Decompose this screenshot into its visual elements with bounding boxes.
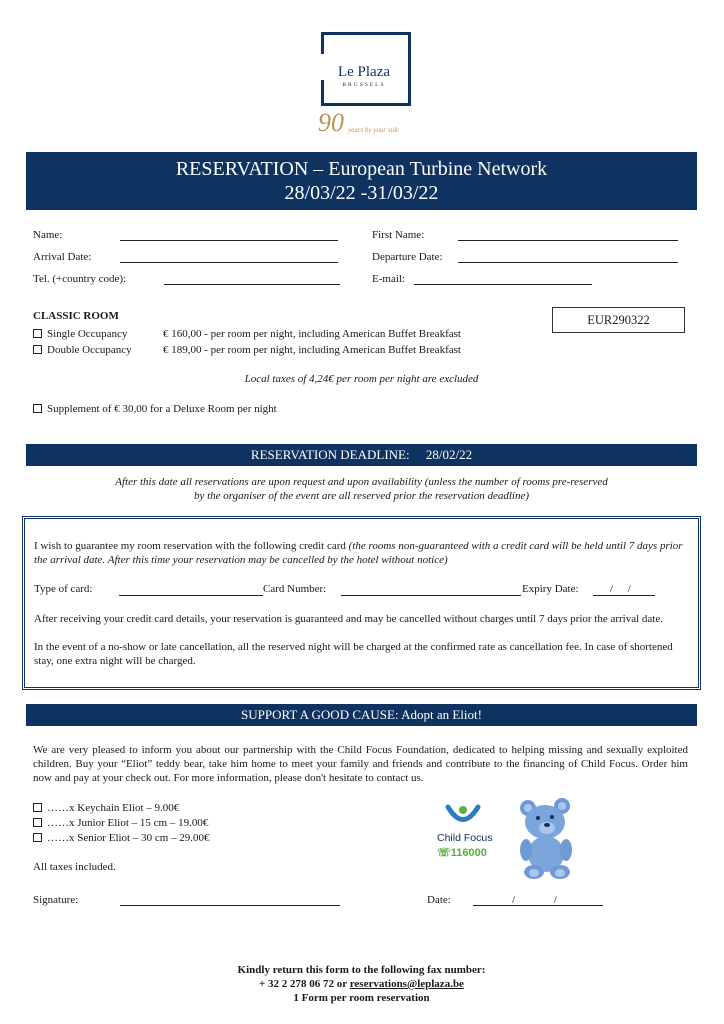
guarantee-intro-text: I wish to guarantee my room reservation with the following credit card bbox=[34, 540, 346, 552]
guarantee-intro-italic: (the rooms non-guaranteed with a credit card will be held until 7 days prior the arrival date. After this time your reservation may be cancelled by the hotel without notice) bbox=[34, 540, 683, 566]
guarantee-intro bbox=[34, 539, 689, 567]
double-occupancy-checkbox[interactable] bbox=[33, 345, 42, 354]
single-occupancy-option[interactable] bbox=[33, 328, 127, 340]
card-type-label: Type of card: bbox=[34, 583, 93, 595]
deadline-date: 28/02/22 bbox=[425, 447, 473, 462]
child-focus-number-text: 116000 bbox=[450, 847, 487, 859]
card-number-label: Card Number: bbox=[263, 583, 327, 595]
supplement-label: Supplement of € 30,00 for a Deluxe Room per night bbox=[47, 403, 277, 415]
junior-checkbox[interactable] bbox=[33, 818, 42, 827]
tel-field[interactable] bbox=[164, 284, 340, 285]
deadline-note-1: After this date all reservations are upon request and upon availability (unless the number of rooms pre-reserved bbox=[115, 476, 608, 488]
eliot-item-keychain[interactable] bbox=[33, 802, 179, 814]
logo-anniversary-tagline: years by your side bbox=[348, 126, 400, 134]
room-heading: CLASSIC ROOM bbox=[33, 310, 119, 322]
guarantee-paragraph-1: After receiving your credit card details, your reservation is guaranteed and may be cancelled without charges until 7 days prior the arrival date. bbox=[34, 613, 663, 625]
supplement-option[interactable] bbox=[33, 403, 277, 415]
signature-field[interactable] bbox=[120, 905, 340, 906]
first-name-field[interactable] bbox=[458, 240, 678, 241]
single-occupancy-label: Single Occupancy bbox=[47, 328, 128, 340]
footer-email-link[interactable]: reservations@leplaza.be bbox=[349, 978, 464, 990]
child-focus-number bbox=[437, 846, 487, 859]
departure-date-label: Departure Date: bbox=[372, 251, 443, 263]
double-occupancy-label: Double Occupancy bbox=[47, 344, 132, 356]
expiry-date-field[interactable] bbox=[593, 595, 655, 596]
footer-line-3: 1 Form per room reservation bbox=[293, 992, 430, 1004]
email-field[interactable] bbox=[414, 284, 592, 285]
tel-label: Tel. (+country code): bbox=[33, 273, 127, 285]
signature-label: Signature: bbox=[33, 894, 79, 906]
room-code: EUR290322 bbox=[587, 313, 650, 327]
taxes-note: Local taxes of 4,24€ per room per night are excluded bbox=[244, 373, 479, 385]
deadline-banner bbox=[26, 444, 697, 466]
reservation-dates: 28/03/22 -31/03/22 bbox=[284, 182, 439, 204]
all-taxes-included: All taxes included. bbox=[33, 861, 116, 873]
departure-date-field[interactable] bbox=[458, 262, 678, 263]
expiry-date-slashes: / / bbox=[610, 583, 637, 595]
logo-city: BRUSSELS bbox=[342, 82, 386, 88]
deadline-label: RESERVATION DEADLINE: bbox=[250, 447, 410, 462]
double-occupancy-option[interactable] bbox=[33, 344, 132, 356]
email-label: E-mail: bbox=[372, 273, 405, 285]
card-type-field[interactable] bbox=[119, 595, 263, 596]
reservation-banner bbox=[26, 152, 697, 210]
card-number-field[interactable] bbox=[341, 595, 521, 596]
junior-label: ……x Junior Eliot – 15 cm – 19.00€ bbox=[47, 817, 209, 829]
eliot-item-senior[interactable] bbox=[33, 832, 210, 844]
senior-checkbox[interactable] bbox=[33, 833, 42, 842]
footer-fax: + 32 2 278 06 72 or bbox=[259, 978, 350, 990]
eliot-teddy-bear-image bbox=[514, 798, 580, 880]
supplement-checkbox[interactable] bbox=[33, 404, 42, 413]
double-occupancy-price: € 189,00 - per room per night, including American Buffet Breakfast bbox=[163, 344, 461, 356]
arrival-date-label: Arrival Date: bbox=[33, 251, 92, 263]
room-code-box bbox=[552, 307, 685, 333]
hotel-logo bbox=[318, 30, 412, 142]
single-occupancy-checkbox[interactable] bbox=[33, 329, 42, 338]
reservation-title: RESERVATION – European Turbine Network bbox=[175, 158, 548, 180]
date-slashes: / / bbox=[512, 894, 557, 906]
logo-frame-gap bbox=[318, 54, 326, 80]
expiry-date-label: Expiry Date: bbox=[522, 583, 579, 595]
keychain-checkbox[interactable] bbox=[33, 803, 42, 812]
child-focus-name: Child Focus bbox=[437, 832, 493, 844]
deadline-note-2: by the organiser of the event are all reserved prior the reservation deadline) bbox=[193, 490, 529, 502]
footer bbox=[26, 963, 697, 1005]
logo-anniversary-number: 90 bbox=[318, 108, 344, 137]
logo-name: Le Plaza bbox=[337, 64, 391, 80]
name-field[interactable] bbox=[120, 240, 338, 241]
senior-label: ……x Senior Eliot – 30 cm – 29.00€ bbox=[47, 832, 210, 844]
arrival-date-field[interactable] bbox=[120, 262, 338, 263]
good-cause-paragraph: We are very pleased to inform you about our partnership with the Child Focus Foundation, dedicated to helping missing and sexually exploited children. Buy your “Eliot” teddy bear, take him home to meet your family and friends and contribute to the financing of Child Focus. Order him now and pay at your check out. For more information, please don't hesitate to contact us. bbox=[33, 744, 688, 784]
footer-line-2 bbox=[26, 977, 697, 991]
good-cause-banner: SUPPORT A GOOD CAUSE: Adopt an Eliot! bbox=[26, 704, 697, 726]
child-focus-phone-icon: ☏ bbox=[437, 847, 451, 859]
name-label: Name: bbox=[33, 229, 63, 241]
guarantee-box bbox=[22, 516, 701, 690]
keychain-label: ……x Keychain Eliot – 9.00€ bbox=[47, 802, 180, 814]
guarantee-paragraph-2: In the event of a no-show or late cancellation, all the reserved night will be charged at the confirmed rate as cancellation fee. In case of shortened stay, one extra night will be charged. bbox=[34, 641, 673, 667]
footer-line-1: Kindly return this form to the following fax number: bbox=[237, 964, 486, 976]
first-name-label: First Name: bbox=[372, 229, 425, 241]
child-focus-logo bbox=[437, 804, 499, 862]
date-label: Date: bbox=[427, 894, 451, 906]
single-occupancy-price: € 160,00 - per room per night, including American Buffet Breakfast bbox=[163, 328, 461, 340]
child-focus-heart-icon bbox=[445, 804, 481, 828]
eliot-item-junior[interactable] bbox=[33, 817, 208, 829]
